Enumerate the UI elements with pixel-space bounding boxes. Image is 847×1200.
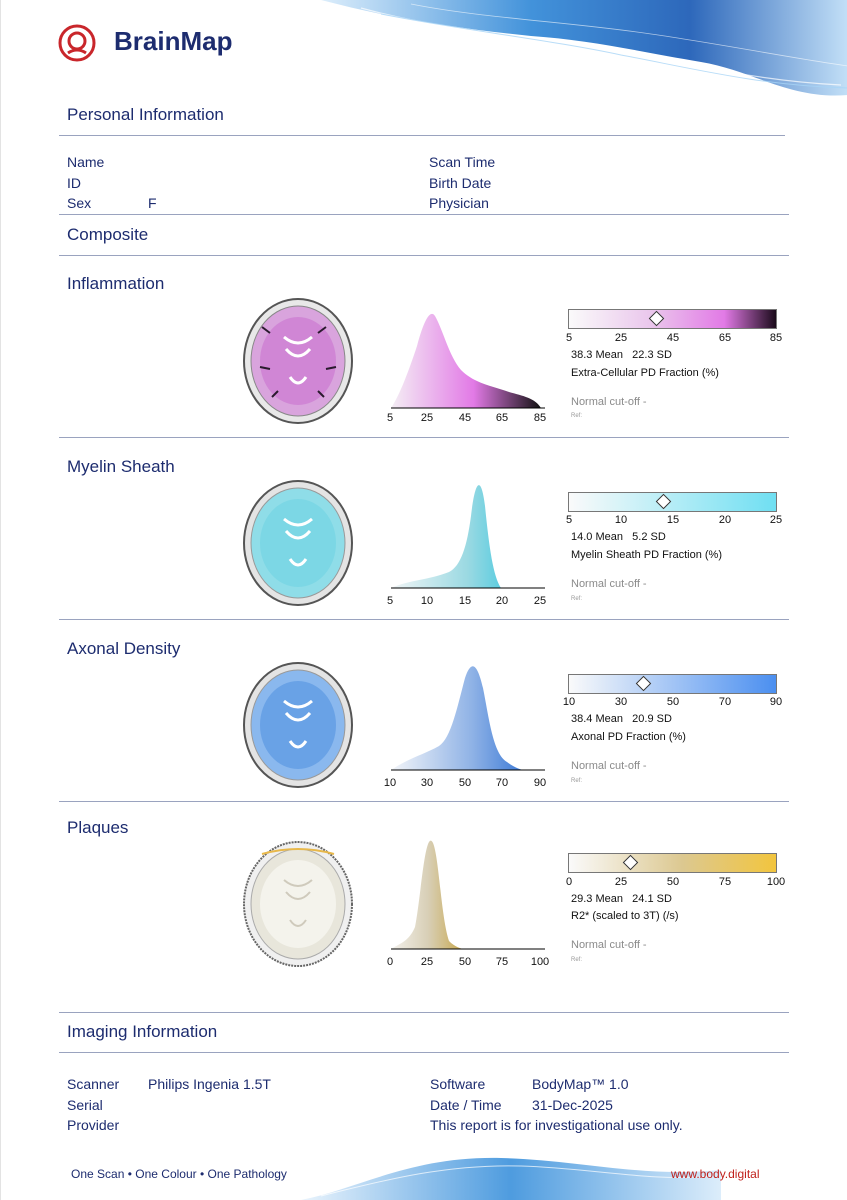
divider	[59, 135, 785, 136]
axonal-cutoff: Normal cut-off -	[571, 760, 647, 772]
hist-tick: 45	[458, 412, 472, 424]
plaques-stats: 29.3 Mean 24.1 SD	[571, 893, 672, 905]
plaques-ref: Ref:	[571, 957, 583, 963]
plaques-histogram	[389, 837, 549, 953]
divider	[59, 619, 789, 620]
mean-marker	[636, 676, 652, 692]
hist-tick: 75	[495, 956, 509, 968]
birth-date-label: Birth Date	[429, 175, 492, 191]
composite-title: Composite	[67, 225, 149, 244]
axonal-scale-bar	[568, 674, 777, 694]
myelin-histogram	[389, 476, 549, 592]
serial-label: Serial	[67, 1097, 103, 1113]
myelin-stats: 14.0 Mean 5.2 SD	[571, 531, 666, 543]
scale-tick: 90	[769, 696, 783, 708]
scale-tick: 50	[666, 696, 680, 708]
footer-tag: One Pathology	[207, 1167, 287, 1181]
scale-tick: 100	[766, 876, 786, 888]
scale-tick: 50	[666, 876, 680, 888]
hist-tick: 90	[533, 777, 547, 789]
hist-tick: 50	[458, 956, 472, 968]
hist-tick: 5	[386, 595, 394, 607]
hist-tick: 25	[533, 595, 547, 607]
footer-tagline	[71, 1167, 287, 1181]
footer-website-link[interactable]: www.body.digital	[671, 1167, 760, 1181]
disclaimer: This report is for investigational use only.	[430, 1117, 683, 1133]
mean-marker	[623, 855, 639, 871]
scale-tick: 25	[769, 514, 783, 526]
hist-tick: 20	[495, 595, 509, 607]
provider-label: Provider	[67, 1117, 120, 1133]
imaging-info-title: Imaging Information	[67, 1022, 218, 1041]
inflammation-scale-bar	[568, 309, 777, 329]
scale-tick: 45	[666, 332, 680, 344]
scale-tick: 75	[718, 876, 732, 888]
scale-tick: 25	[614, 332, 628, 344]
hist-tick: 100	[530, 956, 550, 968]
scale-tick: 5	[565, 514, 573, 526]
divider	[59, 1012, 789, 1013]
inflammation-metric: Extra-Cellular PD Fraction (%)	[571, 367, 719, 379]
scale-tick: 10	[562, 696, 576, 708]
hist-tick: 5	[386, 412, 394, 424]
physician-label: Physician	[429, 195, 489, 211]
brainmap-logo-icon	[57, 23, 97, 63]
inflammation-ref: Ref:	[571, 413, 583, 419]
divider	[59, 214, 789, 215]
scale-tick: 20	[718, 514, 732, 526]
footer-tag: One Scan	[71, 1167, 125, 1181]
scanner-label: Scanner	[67, 1076, 120, 1092]
footer-wave-graphic	[301, 1148, 721, 1200]
scale-tick: 65	[718, 332, 732, 344]
scanner-value: Philips Ingenia 1.5T	[148, 1076, 271, 1092]
plaques-metric: R2* (scaled to 3T) (/s)	[571, 910, 679, 922]
scale-tick: 10	[614, 514, 628, 526]
hist-tick: 30	[420, 777, 434, 789]
hist-tick: 0	[386, 956, 394, 968]
divider	[59, 1052, 789, 1053]
inflammation-histogram	[389, 296, 549, 412]
hist-tick: 50	[458, 777, 472, 789]
plaques-cutoff: Normal cut-off -	[571, 939, 647, 951]
axonal-title: Axonal Density	[67, 639, 181, 658]
divider	[59, 255, 789, 256]
software-label: Software	[430, 1076, 486, 1092]
hist-tick: 25	[420, 412, 434, 424]
footer-bullet: •	[199, 1167, 205, 1181]
hist-tick: 70	[495, 777, 509, 789]
scale-tick: 25	[614, 876, 628, 888]
brand-name: BrainMap	[114, 26, 233, 56]
footer-bullet: •	[127, 1167, 132, 1181]
scale-tick: 70	[718, 696, 732, 708]
scan-time-label: Scan Time	[429, 154, 496, 170]
scale-tick: 85	[769, 332, 783, 344]
scale-tick: 5	[565, 332, 573, 344]
myelin-cutoff: Normal cut-off -	[571, 578, 647, 590]
software-value: BodyMap™ 1.0	[532, 1076, 629, 1092]
axonal-stats: 38.4 Mean 20.9 SD	[571, 713, 672, 725]
inflammation-brain-map	[242, 297, 354, 425]
myelin-ref: Ref:	[571, 596, 583, 602]
plaques-scale-bar	[568, 853, 777, 873]
plaques-brain-map	[242, 840, 354, 968]
axonal-metric: Axonal PD Fraction (%)	[571, 731, 686, 743]
sex-value: F	[148, 195, 157, 211]
name-label: Name	[67, 154, 105, 170]
divider	[59, 801, 789, 802]
hist-tick: 15	[458, 595, 472, 607]
myelin-metric: Myelin Sheath PD Fraction (%)	[571, 549, 722, 561]
plaques-title: Plaques	[67, 818, 129, 837]
myelin-brain-map	[242, 479, 354, 607]
inflammation-cutoff: Normal cut-off -	[571, 396, 647, 408]
mean-marker	[656, 494, 672, 510]
scale-tick: 0	[565, 876, 573, 888]
header-wave-graphic	[321, 0, 847, 110]
hist-tick: 85	[533, 412, 547, 424]
hist-tick: 10	[383, 777, 397, 789]
myelin-scale-bar	[568, 492, 777, 512]
scale-tick: 30	[614, 696, 628, 708]
sex-label: Sex	[67, 195, 92, 211]
scale-tick: 15	[666, 514, 680, 526]
datetime-label: Date / Time	[430, 1097, 502, 1113]
inflammation-title: Inflammation	[67, 274, 165, 293]
inflammation-stats: 38.3 Mean 22.3 SD	[571, 349, 672, 361]
hist-tick: 25	[420, 956, 434, 968]
id-label: ID	[67, 175, 81, 191]
datetime-value: 31-Dec-2025	[532, 1097, 613, 1113]
axonal-ref: Ref:	[571, 778, 583, 784]
myelin-title: Myelin Sheath	[67, 457, 175, 476]
footer-tag: One Colour	[135, 1167, 197, 1181]
hist-tick: 10	[420, 595, 434, 607]
divider	[59, 437, 789, 438]
hist-tick: 65	[495, 412, 509, 424]
axonal-brain-map	[242, 661, 354, 789]
mean-marker	[649, 311, 665, 327]
axonal-histogram	[389, 658, 549, 774]
personal-info-title: Personal Information	[67, 105, 224, 124]
